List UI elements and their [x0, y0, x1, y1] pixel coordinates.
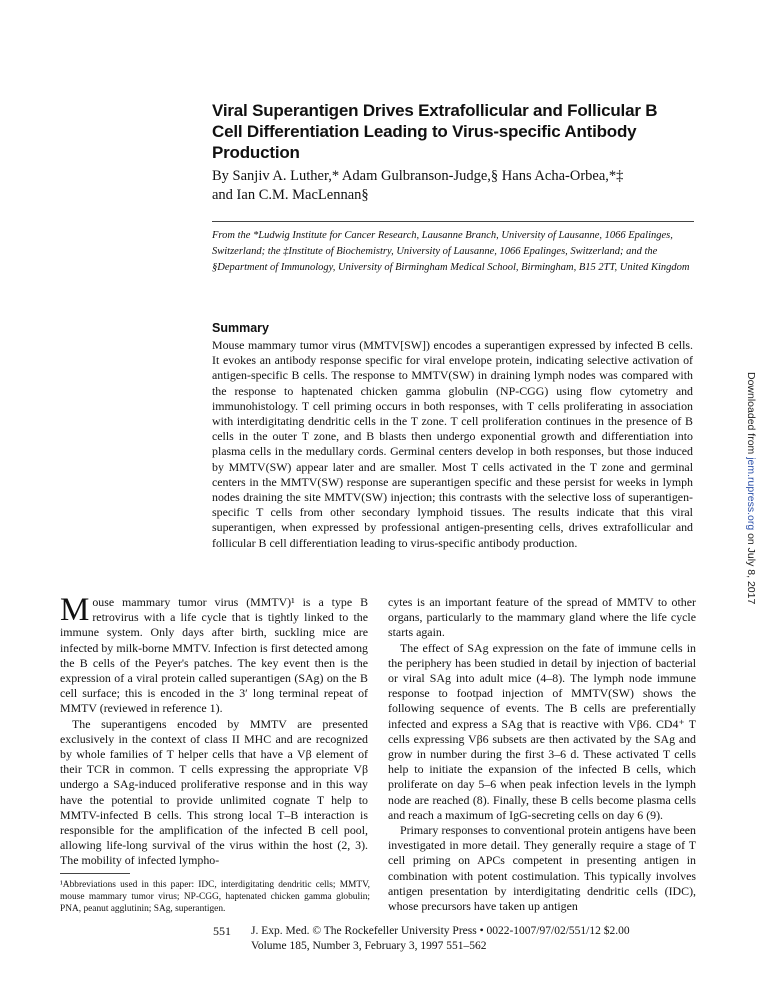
- sidebar-prefix: Downloaded from: [745, 372, 757, 458]
- body-column-left: [60, 592, 368, 869]
- paragraph: The superantigens encoded by MMTV are presented exclusively in the context of class II MHC and are recognized by whole families of T helper cells that have a Vβ element of their TCR in common. T cells expressing the appropriate Vβ undergo a SAg-induced proliferative response and in this way have the potential to provide unlimited cognate T help to MMTV-infected B cells. This strong local T–B interaction is responsible for the amplification of the infected B cell pool, allowing life-long survival of the virus within the host (2, 3). The mobility of infected lympho-: [60, 716, 368, 868]
- paragraph: The effect of SAg expression on the fate of immune cells in the periphery has been studied in detail by injection of bacterial or viral SAg into adult mice (4–8). The lymph node immune response to footpad injection of MMTV(SW) shows the following sequence of events. The B cells are preferentially infected and express a SAg that is reactive with Vβ6. CD4⁺ T cells expressing Vβ6 subsets are then activated by the SAg and grow in number during the first 3–6 d. These activated T cells help to initiate the expansion of the infected B cells, which proliferate on day 5–6 when peak infection levels in the lymph node are reached (8). Finally, these B cells become plasma cells and reach a maximum of IgG-secreting cells on day 6 (9).: [388, 640, 696, 822]
- authors-line-1: By Sanjiv A. Luther,* Adam Gulbranson-Judge,§ Hans Acha-Orbea,*‡: [212, 168, 624, 184]
- affiliations: From the *Ludwig Institute for Cancer Research, Lausanne Branch, University of Lausanne, 1066 Epalinges, Switzerland; the ‡Institute of Biochemistry, University of Lausanne, 1066 Epalinges, Switzerland; and the §Department of Immunology, University of Birmingham Medical School, Birmingham, B15 2TT, United Kingdom: [212, 230, 690, 273]
- author-list: [212, 167, 682, 205]
- journal-site-link[interactable]: jem.rupress.org: [745, 457, 757, 531]
- footnote-rule: [60, 873, 130, 874]
- paragraph-text: ouse mammary tumor virus (MMTV)¹ is a type B retrovirus with a life cycle that is tightly linked to the immune system. Only days after birth, suckling mice are infected by milk-borne MMTV. Infection is first detected among the B cells of the Peyer's patches. The key event then is the expression of a viral protein called superantigen (SAg) on the B cell surface; this is encoded in the 3′ long terminal repeat of MMTV (reviewed in reference 1).: [60, 595, 368, 716]
- journal-citation: [251, 924, 630, 954]
- download-sidebar: [745, 372, 757, 604]
- body-column-right: [388, 595, 696, 914]
- paragraph: Primary responses to conventional protein antigens have been investigated in more detail. They generally require a stage of T cell priming on APCs competent in presenting antigen in combination with potent costimulation. This typically involves antigen presentation by interdigitating dendritic cells (IDC), whose precursors have taken up antigen: [388, 823, 696, 914]
- article-title: Viral Superantigen Drives Extrafollicular and Follicular B Cell Differentiation Leading to Virus-specific Antibody Production: [212, 101, 658, 162]
- journal-line-2: Volume 185, Number 3, February 3, 1997 551–562: [251, 940, 487, 952]
- paragraph: [60, 592, 368, 717]
- footnote: ¹Abbreviations used in this paper: IDC, interdigitating dendritic cells; MMTV, mouse mammary tumor virus; NP-CGG, haptenated chicken gamma globulin; PNA, peanut agglutinin; SAg, superantigen.: [60, 880, 370, 914]
- page-number: 551: [213, 924, 231, 938]
- journal-line-1: J. Exp. Med. © The Rockefeller University Press • 0022-1007/97/02/551/12 $2.00: [251, 925, 630, 937]
- drop-cap: M: [60, 592, 90, 628]
- summary-heading: Summary: [212, 321, 269, 335]
- abstract-text: Mouse mammary tumor virus (MMTV[SW]) encodes a superantigen expressed by infected B cells. It evokes an antibody response specific for viral envelope protein, indicating selective activation of antigen-specific B cells. The response to MMTV(SW) in draining lymph nodes was compared with the response to haptenated chicken gamma globulin (NP-CGG) using flow cytometry and immunohistology. T cell priming occurs in both responses, with T cells proliferating in association with interdigitating dendritic cells in the T zone. T cell proliferation continues in the presence of B cells in the outer T zone, and B blasts then undergo exponential growth and differentiation into plasma cells in the medullary cords. Germinal centers develop in both responses, but those induced by MMTV(SW) appear later and are smaller. Most T cells activated in the T zone and germinal centers in the MMTV(SW) response are superantigen specific and these persist for weeks in lymph nodes draining the site MMTV(SW) injection; this contrasts with the selective loss of superantigen-specific T cells from other secondary lymphoid tissues. The results indicate that this viral superantigen, when expressed by professional antigen-presenting cells, drives extrafollicular and follicular B cell differentiation leading to virus-specific antibody production.: [212, 338, 693, 550]
- header-rule: [212, 221, 694, 222]
- paragraph: cytes is an important feature of the spread of MMTV to other organs, particularly to the mammary gland where the life cycle starts again.: [388, 595, 696, 640]
- authors-line-2: and Ian C.M. MacLennan§: [212, 187, 369, 203]
- sidebar-suffix: on July 8, 2017: [745, 530, 757, 605]
